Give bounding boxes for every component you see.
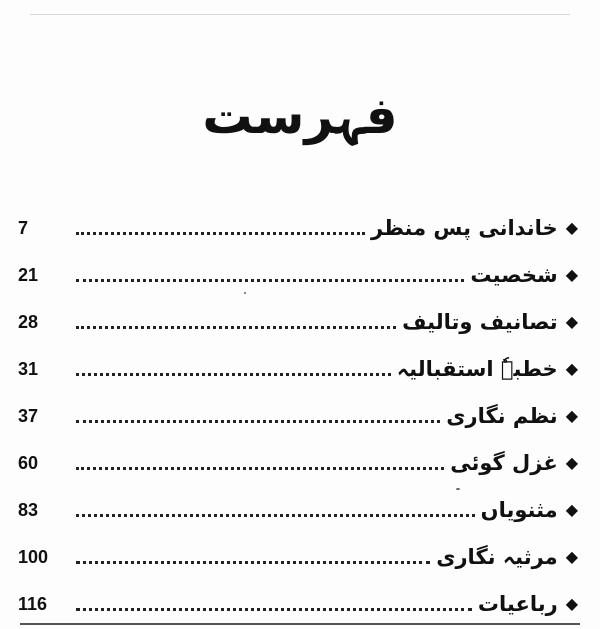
dot-leader	[76, 514, 475, 517]
toc-entry-page: 83	[18, 500, 39, 520]
toc-entry-page: 31	[18, 359, 39, 379]
diamond-bullet-icon: ◆	[565, 594, 578, 613]
toc-entry-page: 100	[18, 547, 49, 567]
toc-entry	[18, 206, 578, 250]
toc-entry-title: نظم نگاری	[446, 404, 558, 428]
diamond-bullet-icon: ◆	[565, 453, 578, 472]
toc-entry	[18, 300, 578, 344]
toc-entry-page: 28	[18, 312, 39, 332]
page-title: فہرست	[202, 87, 398, 145]
toc-entry-title: مثنویاں	[480, 498, 558, 522]
dot-leader	[76, 326, 396, 329]
toc-entry-title: مرثیہ نگاری	[436, 545, 558, 569]
toc-entry	[18, 582, 578, 626]
toc-entry-title: خاندانی پس منظر	[371, 216, 558, 240]
toc-entry-page: 60	[18, 453, 39, 473]
toc-entry	[18, 347, 578, 391]
diamond-bullet-icon: ◆	[565, 500, 578, 519]
toc-entry	[18, 488, 578, 532]
diamond-bullet-icon: ◆	[565, 265, 578, 284]
dot-leader	[76, 467, 444, 470]
toc-entry-title: غزل گوئی	[450, 451, 558, 475]
diamond-bullet-icon: ◆	[565, 312, 578, 331]
dot-leader	[76, 608, 472, 611]
bottom-rule	[20, 623, 580, 625]
toc-entry	[18, 253, 578, 297]
scan-speck	[244, 292, 246, 294]
toc-entry-page: 21	[18, 265, 39, 285]
toc-entry-title: خطبہٗ استقبالیہ	[396, 357, 558, 381]
dot-leader	[76, 279, 464, 282]
dot-leader	[76, 232, 365, 235]
toc-entry	[18, 535, 578, 579]
toc-entry-page: 116	[18, 594, 48, 614]
toc-entry	[18, 394, 578, 438]
diamond-bullet-icon: ◆	[565, 359, 578, 378]
dot-leader	[76, 420, 440, 423]
diamond-bullet-icon: ◆	[565, 547, 578, 566]
diamond-bullet-icon: ◆	[565, 406, 578, 425]
toc-entry	[18, 441, 578, 485]
dot-leader	[76, 561, 430, 564]
dot-leader	[76, 373, 391, 376]
toc-entry-title: رباعیات	[477, 592, 558, 616]
toc-entry-page: 7	[18, 218, 29, 238]
toc-entry-title: شخصیت	[470, 263, 558, 287]
toc-entry-title: تصانیف وتالیف	[402, 310, 558, 334]
scan-speck	[456, 488, 460, 490]
diamond-bullet-icon: ◆	[565, 218, 578, 237]
top-rule	[30, 14, 570, 15]
toc-entry-page: 37	[18, 406, 39, 426]
